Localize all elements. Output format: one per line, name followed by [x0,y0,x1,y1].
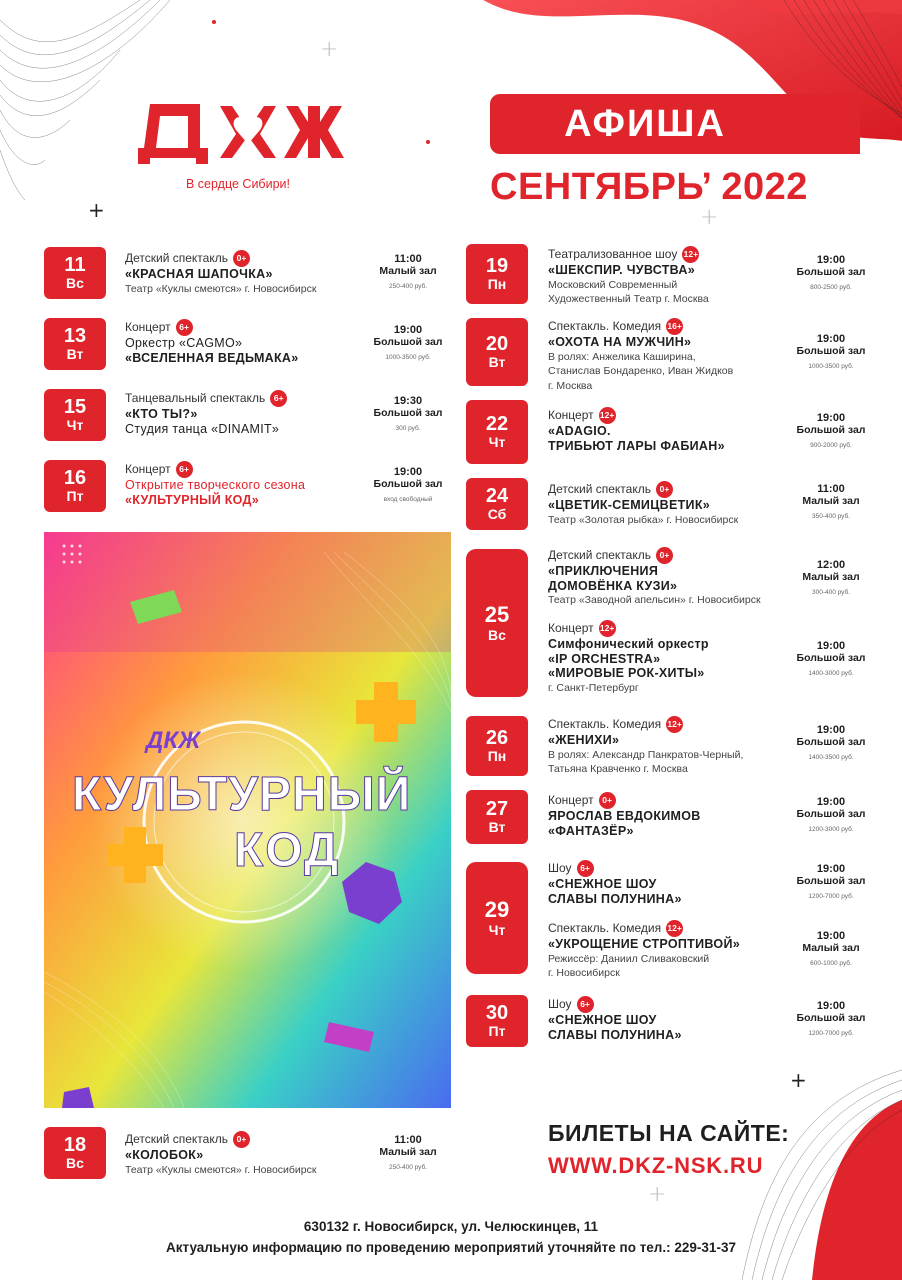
tickets-url-link[interactable]: WWW.DKZ-NSK.RU [548,1153,764,1178]
event-time: 19:30 [393,395,423,407]
event-venue: Большой зал [796,424,866,436]
age-rating: 6+ [270,390,287,407]
event-category: Театрализованное шоу [548,247,678,262]
date-badge [466,716,528,776]
day: 30 [485,1002,509,1024]
date-badge [44,247,106,299]
event-price: вход свободный [383,496,433,503]
day: 13 [63,325,87,347]
event-card [548,792,803,838]
event-title: «СНЕЖНОЕ ШОУ [548,1013,657,1027]
event-time: 19:00 [816,1000,846,1012]
event-card [125,390,365,436]
event-category: Концерт [125,320,171,335]
event-card [125,1131,365,1177]
event-time-block [786,724,876,761]
event-title: «IP ORCHESTRA» [548,651,661,666]
event-time-block [786,559,876,596]
day: 11 [64,254,86,276]
weekday: Вс [488,627,506,643]
weekday: Вс [66,1155,84,1171]
event-time-block [786,796,876,833]
event-time: 19:00 [393,324,423,336]
event-category: Спектакль. Комедия [548,319,662,334]
event-subtitle: Театр «Заводной апельсин» г. Новосибирск [548,594,761,606]
event-time-block [786,483,876,520]
event-title: «ФАНТАЗЁР» [548,823,634,838]
event-venue: Большой зал [373,336,443,348]
weekday: Чт [66,417,84,433]
date-badge [466,400,528,464]
date-badge [44,389,106,441]
event-time-block [786,412,876,449]
event-time: 12:00 [816,559,846,571]
age-rating: 12+ [666,920,683,937]
event-card [548,996,803,1042]
event-subtitle: г. Новосибирск [548,967,620,979]
footer-info-text: Актуальную информацию по проведению мероприятий уточняйте по тел.: [166,1240,671,1255]
event-venue: Большой зал [796,1012,866,1024]
event-title: Оркестр «CAGMO» [125,336,243,350]
event-subtitle: Театр «Золотая рыбка» г. Новосибирск [548,513,739,526]
event-subtitle: Московский Современный [548,278,678,291]
age-rating: 6+ [577,860,594,877]
event-time: 19:00 [816,930,846,942]
event-category: Детский спектакль [125,251,228,266]
age-rating: 12+ [599,620,616,637]
event-time-block [363,253,453,290]
weekday: Пн [487,748,507,764]
day: 27 [485,798,509,820]
event-title: «КОЛОБОК» [125,1148,204,1162]
age-rating: 0+ [656,481,673,498]
dot-decor [426,140,430,144]
poster-title-line1: КУЛЬТУРНЫЙ [72,768,412,821]
event-venue: Малый зал [802,571,860,583]
plus-decor-icon: + [320,37,339,62]
weekday: Вт [66,346,84,362]
event-category: Концерт [548,621,594,636]
weekday: Пт [488,1023,506,1039]
event-price: 1200-7000 руб. [808,893,854,900]
age-rating: 0+ [599,792,616,809]
event-time-block [786,863,876,900]
plus-decor-icon: + [700,205,719,230]
event-venue: Большой зал [373,478,443,490]
dkzh-logo [136,100,360,164]
day: 24 [485,485,509,507]
event-title: ЯРОСЛАВ ЕВДОКИМОВ [548,809,701,823]
event-price: 350-400 руб. [811,513,851,520]
event-venue: Большой зал [796,266,866,278]
event-time: 19:00 [816,412,846,424]
age-rating: 16+ [666,318,683,335]
day: 15 [63,396,87,418]
age-rating: 6+ [577,996,594,1013]
event-title: ТРИБЬЮТ ЛАРЫ ФАБИАН» [548,438,725,453]
footer-info [0,1240,902,1255]
date-badge [44,460,106,512]
weekday: Пт [66,488,84,504]
day: 25 [484,602,510,627]
weekday: Чт [488,434,506,450]
event-price: 600-1000 руб. [810,960,852,967]
event-price: 250-400 руб. [388,283,428,290]
event-price: 1200-7000 руб. [808,1030,854,1037]
event-title: «МИРОВЫЕ РОК-ХИТЫ» [548,666,705,680]
event-price: 300-400 руб. [811,589,851,596]
event-title: «ВСЕЛЕННАЯ ВЕДЬМАКА» [125,350,299,365]
age-rating: 12+ [666,716,683,733]
day: 19 [485,255,509,277]
event-time-block [363,1134,453,1171]
weekday: Вт [488,819,506,835]
weekday: Пн [487,276,507,292]
event-price: 300 руб. [395,425,421,432]
event-price: 1000-3500 руб. [808,363,854,370]
event-title: ДОМОВЁНКА КУЗИ» [548,578,678,593]
event-subtitle: В ролях: Анжелика Каширина, [548,350,696,363]
date-badge [466,549,528,697]
event-time-block [786,1000,876,1037]
footer-phone[interactable]: 229-31-37 [674,1240,736,1255]
culture-code-poster [44,532,451,1108]
event-price: 900-2000 руб. [810,442,852,449]
event-card [548,407,803,453]
event-category: Танцевальный спектакль [125,391,266,406]
event-time: 19:00 [816,333,846,345]
event-title: «КУЛЬТУРНЫЙ КОД» [125,492,259,507]
event-category: Детский спектакль [548,548,651,563]
event-category: Спектакль. Комедия [548,921,662,936]
event-time: 19:00 [816,863,846,875]
event-venue: Большой зал [796,875,866,887]
event-time: 19:00 [393,466,423,478]
event-price: 250-400 руб. [388,1164,428,1171]
event-card [125,461,365,507]
day: 29 [484,897,510,922]
date-badge [466,790,528,844]
event-price: 1000-3500 руб. [385,354,431,361]
event-subtitle: Татьяна Кравченко г. Москва [548,763,688,775]
event-title: «ADAGIO. [548,424,611,438]
afisha-title: АФИША [490,94,860,154]
event-card [548,547,803,608]
event-time-block [363,324,453,361]
date-badge [466,318,528,386]
event-card [548,920,803,981]
age-rating: 0+ [233,250,250,267]
event-card [125,250,365,296]
weekday: Чт [488,922,506,938]
event-venue: Большой зал [796,652,866,664]
event-time: 19:00 [816,640,846,652]
day: 20 [485,333,509,355]
event-time: 19:00 [816,796,846,808]
day: 18 [63,1134,87,1156]
event-subtitle: Театр «Куклы смеются» г. Новосибирск [125,282,317,295]
event-title: «ЦВЕТИК-СЕМИЦВЕТИК» [548,498,711,512]
event-venue: Малый зал [379,1146,437,1158]
event-price: 1400-3000 руб. [808,670,854,677]
month-title: СЕНТЯБРЬ’ 2022 [490,166,808,208]
day: 22 [485,413,509,435]
event-time-block [786,640,876,677]
event-price: 1200-3000 руб. [808,826,854,833]
weekday: Вт [488,354,506,370]
plus-decor-icon: + [790,1068,807,1092]
event-category: Концерт [125,462,171,477]
event-title: «УКРОЩЕНИЕ СТРОПТИВОЙ» [548,937,740,951]
event-category: Шоу [548,861,572,876]
event-price: 1400-3500 руб. [808,754,854,761]
event-subtitle: В ролях: Александр Панкратов-Черный, [548,748,744,761]
event-category: Концерт [548,793,594,808]
event-title: «КТО ТЫ?» [125,407,198,421]
event-card [548,620,803,695]
day: 16 [63,467,87,489]
age-rating: 0+ [233,1131,250,1148]
event-subtitle: Художественный Театр г. Москва [548,293,709,305]
weekday: Вс [66,275,84,291]
event-title: «ЖЕНИХИ» [548,733,620,747]
age-rating: 6+ [176,319,193,336]
date-badge [466,244,528,304]
event-title: «ПРИКЛЮЧЕНИЯ [548,564,659,578]
event-time-block [786,930,876,967]
event-title: «ШЕКСПИР. ЧУВСТВА» [548,263,695,277]
tickets-label: БИЛЕТЫ НА САЙТЕ: [548,1120,790,1146]
event-card [548,318,803,393]
event-title: Симфонический оркестр [548,637,709,651]
event-venue: Малый зал [802,942,860,954]
event-card [548,246,803,307]
event-venue: Большой зал [796,808,866,820]
age-rating: 6+ [176,461,193,478]
event-card [548,860,803,906]
event-card [548,481,803,527]
poster-logo: ДКЖ [146,727,201,754]
plus-decor-icon: + [88,198,105,222]
event-venue: Большой зал [373,407,443,419]
date-badge [466,995,528,1047]
event-time: 19:00 [816,254,846,266]
weekday: Сб [487,506,507,522]
event-time: 11:00 [394,1134,422,1146]
event-title: «КРАСНАЯ ШАПОЧКА» [125,267,273,281]
event-title: «СНЕЖНОЕ ШОУ [548,877,657,891]
event-time-block [786,254,876,291]
event-category: Шоу [548,997,572,1012]
event-category: Концерт [548,408,594,423]
event-venue: Малый зал [802,495,860,507]
event-card [125,319,365,365]
day: 26 [485,727,509,749]
event-time: 11:00 [817,483,845,495]
event-title: СЛАВЫ ПОЛУНИНА» [548,1027,682,1042]
event-title: Открытие творческого сезона [125,478,306,492]
event-category: Детский спектакль [548,482,651,497]
event-subtitle: Режиссёр: Даниил Сливаковский [548,952,710,965]
event-title: СЛАВЫ ПОЛУНИНА» [548,891,682,906]
event-price: 800-2500 руб. [810,284,852,291]
event-time: 19:00 [816,724,846,736]
date-badge [466,478,528,530]
poster-title-line2: КОД [234,824,341,877]
event-title: Студия танца «DINAMIT» [125,421,280,436]
age-rating: 12+ [682,246,699,263]
date-badge [44,318,106,370]
event-time-block [363,395,453,432]
event-title: «ОХОТА НА МУЖЧИН» [548,335,692,349]
event-time-block [363,466,453,503]
event-subtitle: г. Москва [548,379,593,392]
plus-decor-icon: + [648,1182,667,1207]
footer-address: 630132 г. Новосибирск, ул. Челюскинцев, 11 [303,1219,599,1234]
event-subtitle: Театр «Куклы смеются» г. Новосибирск [125,1163,317,1176]
event-venue: Большой зал [796,345,866,357]
event-venue: Большой зал [796,736,866,748]
event-time-block [786,333,876,370]
dot-decor [212,20,216,24]
date-badge [466,862,528,974]
event-subtitle: Станислав Бондаренко, Иван Жидков [548,365,734,377]
event-subtitle: г. Санкт-Петербург [548,681,639,694]
age-rating: 12+ [599,407,616,424]
event-category: Детский спектакль [125,1132,228,1147]
date-badge [44,1127,106,1179]
event-category: Спектакль. Комедия [548,717,662,732]
age-rating: 0+ [656,547,673,564]
event-time: 11:00 [394,253,422,265]
event-card [548,716,803,777]
tickets-block [548,1120,789,1179]
event-venue: Малый зал [379,265,437,277]
slogan: В сердце Сибири! [186,177,290,191]
